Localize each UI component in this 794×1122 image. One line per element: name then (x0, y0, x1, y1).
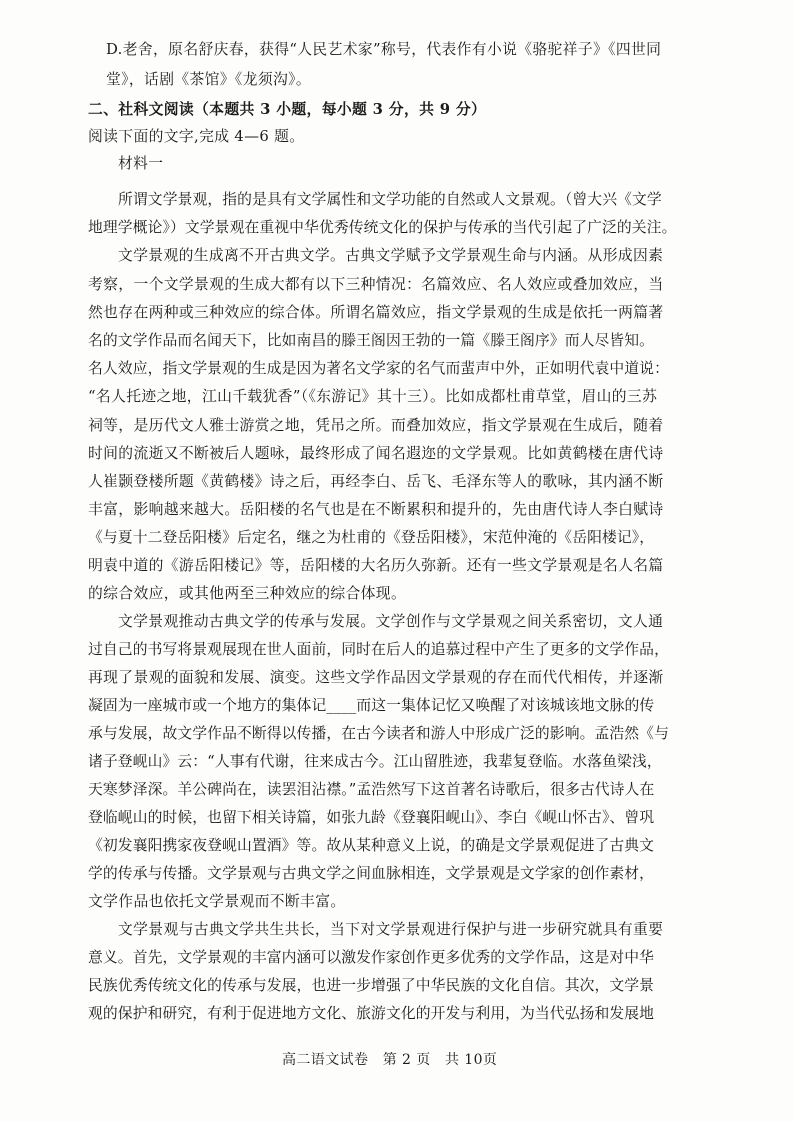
section-heading: 二、社科文阅读（本题共 3 小题，每小题 3 分，共 9 分） (88, 101, 487, 118)
paragraph-3-line-2: 过自己的书写将景观展现在世人面前，同时在后人的追慕过程中产生了更多的文学作品， (88, 641, 669, 658)
paragraph-2-line-5: 名人效应，指文学景观的生成是因为著名文学家的名气而蜚声中外，正如明代袁中道说： (88, 360, 669, 377)
paragraph-3-line-11: 文学作品也依托文学景观而不断丰富。 (88, 893, 346, 910)
paragraph-3-line-10: 学的传承与传播。文学景观与古典文学之间血脉相连，文学景观是文学家的创作素材， (88, 865, 655, 882)
paragraph-3-line-7: 天寒梦泽深。羊公碑尚在，读罢泪沾襟。”孟浩然写下这首著名诗歌后，很多古代诗人在 (88, 781, 655, 798)
paragraph-2-line-3: 然也存在两种或三种效应的综合体。所谓名篇效应，指文学景观的生成是依托一两篇著 (88, 304, 664, 321)
paragraph-2-line-12: 明袁中道的《游岳阳楼记》等，岳阳楼的大名历久弥新。还有一些文学景观是名人名篇 (88, 557, 664, 574)
paragraph-2-line-9: 人崔颢登楼所题《黄鹤楼》诗之后，再经李白、岳飞、毛泽东等人的歌咏，其内涵不断 (88, 473, 664, 490)
paragraph-1-line-2: 地理学概论》）文学景观在重视中华优秀传统文化的保护与传承的当代引起了广泛的关注。 (88, 219, 677, 236)
paragraph-3-line-3: 再现了景观的面貌和发展、演变。这些文学作品因文学景观的存在而代代相传，并逐渐 (88, 669, 664, 686)
paragraph-2-line-6: “名人托迹之地，江山千载犹香”（《东游记》其十三）。比如成都杜甫草堂，眉山的三苏 (88, 388, 658, 405)
paragraph-4-line-4: 观的保护和研究，有利于促进地方文化、旅游文化的开发与利用，为当代弘扬和发展地 (88, 1005, 655, 1022)
material-label: 材料一 (118, 155, 164, 172)
instruction-text: 阅读下面的文字,完成 4—6 题。 (88, 128, 305, 145)
paragraph-3-line-4: 凝固为一座城市或一个地方的集体记____而这一集体记忆又唤醒了对该城该地文脉的传 (88, 697, 655, 714)
page-footer: 高二语文试卷 第 2 页 共 10页 (282, 1052, 498, 1068)
paragraph-3-line-8: 登临岘山的时候，也留下相关诗篇，如张九龄《登襄阳岘山》、李白《岘山怀古》、曾巩 (88, 809, 655, 826)
option-d-line-2: 堂》，话剧《茶馆》《龙须沟》。 (106, 71, 312, 88)
paragraph-2-line-11: 《与夏十二登岳阳楼》后定名，继之为杜甫的《登岳阳楼》，宋范仲淹的《岳阳楼记》， (88, 529, 655, 546)
paragraph-2-line-1: 文学景观的生成离不开古典文学。古典文学赋予文学景观生命与内涵。从形成因素 (118, 247, 664, 264)
paragraph-4-line-3: 民族优秀传统文化的传承与发展，也进一步增强了中华民族的文化自信。其次，文学景 (88, 977, 655, 994)
option-d-line-1: D.老舍，原名舒庆春，获得“人民艺术家”称号，代表作有小说《骆驼祥子》《四世同 (106, 41, 662, 58)
paragraph-3-line-9: 《初发襄阳携家夜登岘山置酒》等。故从某种意义上说，的确是文学景观促进了古典文 (88, 837, 655, 854)
paragraph-3-line-6: 诸子登岘山》云：“人事有代谢，往来成古今。江山留胜迹，我辈复登临。水落鱼梁浅， (88, 753, 662, 770)
paragraph-2-line-2: 考察，一个文学景观的生成大都有以下三种情况：名篇效应、名人效应或叠加效应，当 (88, 276, 664, 293)
paragraph-2-line-7: 祠等，是历代文人雅士游赏之地，凭吊之所。而叠加效应，指文学景观在生成后，随着 (88, 417, 664, 434)
paragraph-2-line-8: 时间的流逝又不断被后人题咏，最终形成了闻名遐迩的文学景观。比如黄鹤楼在唐代诗 (88, 445, 664, 462)
paragraph-1-line-1: 所谓文学景观，指的是具有文学属性和文学功能的自然或人文景观。（曾大兴《文学 (118, 191, 662, 208)
paragraph-3-line-1: 文学景观推动古典文学的传承与发展。文学创作与文学景观之间关系密切，文人通 (118, 613, 664, 630)
paragraph-4-line-1: 文学景观与古典文学共生共长，当下对文学景观进行保护与进一步研究就具有重要 (118, 921, 664, 938)
paragraph-2-line-13: 的综合效应，或其他两至三种效应的综合体现。 (88, 585, 407, 602)
paragraph-2-line-4: 名的文学作品而名闻天下，比如南昌的滕王阁因王勃的一篇《滕王阁序》而人尽皆知。 (88, 332, 655, 349)
paragraph-3-line-5: 承与发展，故文学作品不断得以传播，在古今读者和游人中形成广泛的影响。孟浩然《与 (88, 725, 669, 742)
paragraph-4-line-2: 意义。首先，文学景观的丰富内涵可以激发作家创作更多优秀的文学作品，这是对中华 (88, 949, 655, 966)
paragraph-2-line-10: 丰富，影响越来越大。岳阳楼的名气也是在不断累积和提升的，先由唐代诗人李白赋诗 (88, 501, 664, 518)
